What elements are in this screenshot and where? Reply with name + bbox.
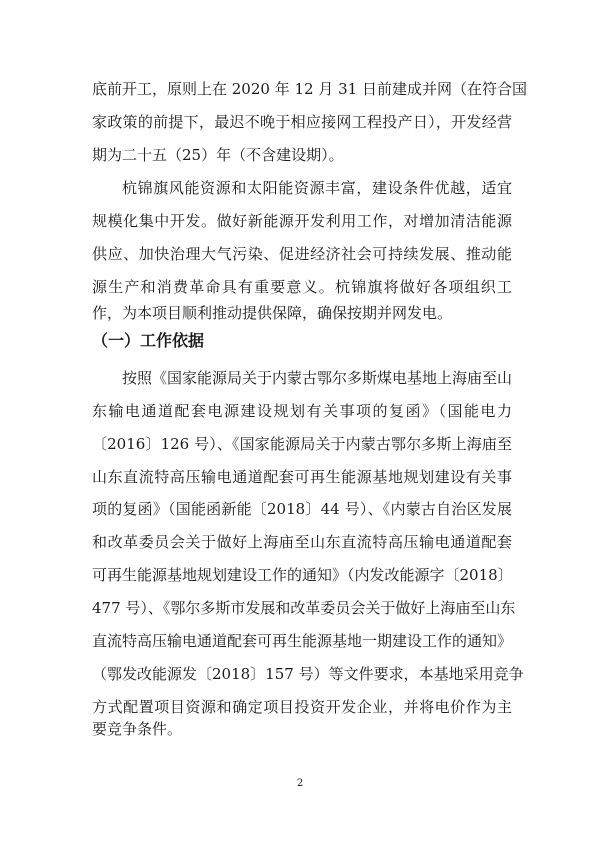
body-text-line: （鄂发改能源发〔2018〕157 号）等文件要求，本基地采用竞争 (92, 665, 524, 683)
body-text-line: 〔2016〕126 号）、《国家能源局关于内蒙古鄂尔多斯上海庙至 (92, 435, 512, 453)
body-text-line: 期为二十五（25）年（不含建设期）。 (92, 146, 344, 164)
body-text-line: 按照《国家能源局关于内蒙古鄂尔多斯煤电基地上海庙至山 (122, 369, 513, 387)
body-text-line: 家政策的前提下，最迟不晚于相应接网工程投产日），开发经营 (92, 113, 512, 131)
body-text-line: 和改革委员会关于做好上海庙至山东直流特高压输电通道配套 (92, 533, 512, 551)
body-text-line: 可再生能源基地规划建设工作的通知》（内发改能源字〔2018〕 (92, 566, 513, 584)
body-text-line: 源生产和消费革命具有重要意义。杭锦旗将做好各项组织工 (92, 278, 512, 296)
body-text-line: 东输电通道配套电源建设规划有关事项的复函》（国能电力 (92, 402, 512, 420)
section-heading: （一）工作依据 (92, 331, 205, 350)
body-text-line: 477 号）、《鄂尔多斯市发展和改革委员会关于做好上海庙至山东 (92, 599, 516, 617)
body-text-line: 项的复函》（国能函新能〔2018〕44 号）、《内蒙古自治区发展 (92, 500, 512, 518)
body-text-line: 供应、加快治理大气污染、促进经济社会可持续发展、推动能 (92, 245, 512, 263)
body-text-line: 底前开工，原则上在 2020 年 12 月 31 日前建成并网（在符合国 (92, 80, 527, 98)
body-text-line: 方式配置项目资源和确定项目投资开发企业，并将电价作为主 (92, 698, 512, 716)
body-text-line: 规模化集中开发。做好新能源开发利用工作，对增加清洁能源 (92, 212, 512, 230)
page-number: 2 (296, 778, 304, 789)
body-text-line: 作，为本项目顺利推动提供保障，确保按期并网发电。 (92, 304, 453, 322)
body-text-line: 要竞争条件。 (92, 720, 183, 738)
body-text-line: 杭锦旗风能资源和太阳能资源丰富，建设条件优越，适宜 (122, 179, 512, 197)
body-text-line: 直流特高压输电通道配套可再生能源基地一期建设工作的通知》 (92, 632, 513, 650)
body-text-line: 山东直流特高压输电通道配套可再生能源基地规划建设有关事 (92, 468, 512, 486)
